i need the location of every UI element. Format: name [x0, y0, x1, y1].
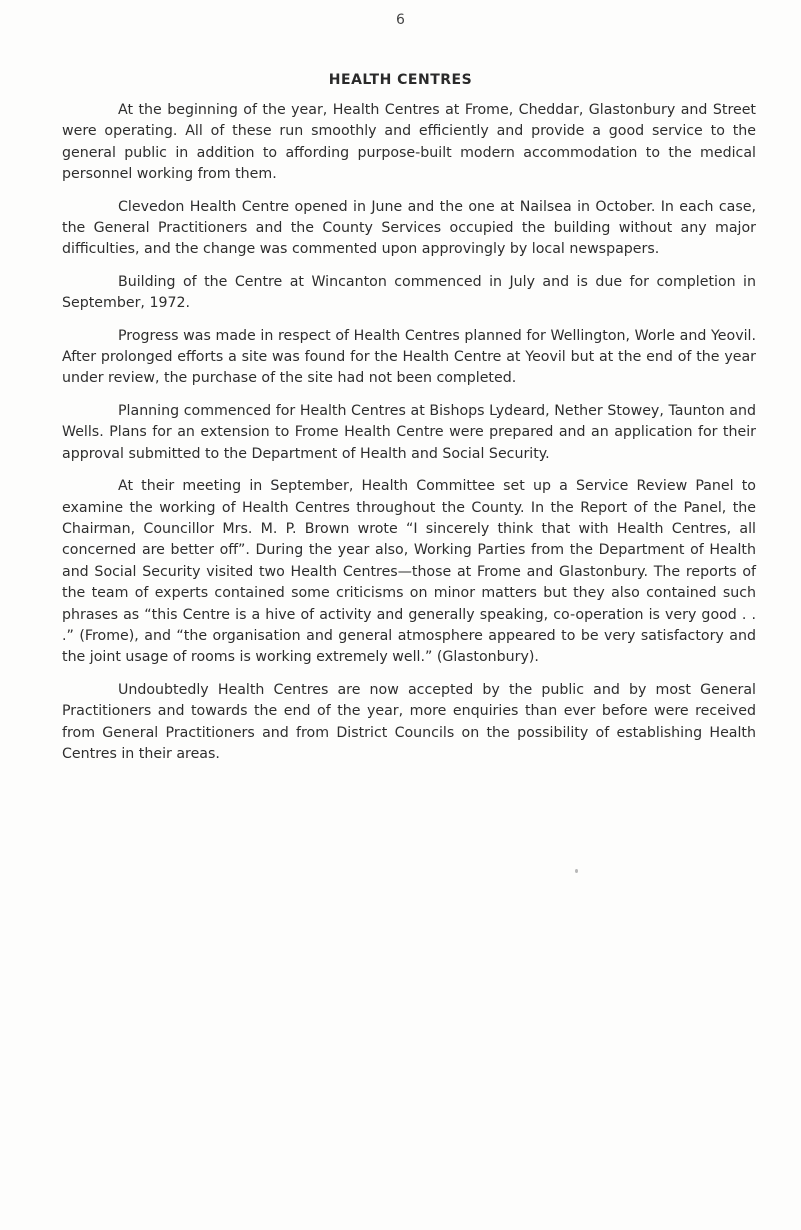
paragraph: Undoubtedly Health Centres are now accepted by the public and by most General Practitioners and towards the end of the year, more enquiries than ever before were received from General Practitioners and from District Councils on the possibility of establishing Health Centres in their areas. — [62, 681, 756, 762]
paragraph: Clevedon Health Centre opened in June and the one at Nailsea in October. In each case, the General Practitioners and the County Services occupied the building without any major difficulties, and the change was commented upon approvingly by local newspapers. — [62, 198, 756, 258]
paragraph: At their meeting in September, Health Committee set up a Service Review Panel to examine the working of Health Centres throughout the County. In the Report of the Panel, the Chairman, Councillor Mrs. M. P. Brown wrote “I sincerely think that with Health Centres, all concerned are better off”. During the year also, Working Parties from the Department of Health and Social Security visited two Health Centres—those at Frome and Glastonbury. The reports of the team of experts contained some criticisms on minor matters but they also contained such phrases as “this Centre is a hive of activity and generally speaking, co-operation is very good . . .” (Frome), and “the organisation and general atmosphere appeared to be very satisfactory and the joint usage of rooms is working extremely well.” (Glastonbury). — [62, 478, 756, 666]
paragraph: Progress was made in respect of Health Centres planned for Wellington, Worle and Yeovil. After prolonged efforts a site was found for the Health Centre at Yeovil but at the end of the year under review, the purchase of the site had not been completed. — [62, 327, 756, 387]
scan-speck — [575, 869, 578, 873]
paragraph: Planning commenced for Health Centres at Bishops Lydeard, Nether Stowey, Taunton and Wells. Plans for an extension to Frome Health Centre were prepared and an application for their approval submitted to the Department of Health and Social Security. — [62, 402, 756, 462]
body-text — [62, 100, 756, 776]
paragraph: At the beginning of the year, Health Centres at Frome, Cheddar, Glastonbury and Street were operating. All of these run smoothly and efficiently and provide a good service to the general public in addition to affording purpose-built modern accommodation to the medical personnel working from them. — [62, 102, 756, 183]
page-number: 6 — [396, 12, 405, 28]
section-title: HEALTH CENTRES — [328, 72, 473, 88]
paragraph: Building of the Centre at Wincanton commenced in July and is due for completion in September, 1972. — [62, 273, 756, 312]
